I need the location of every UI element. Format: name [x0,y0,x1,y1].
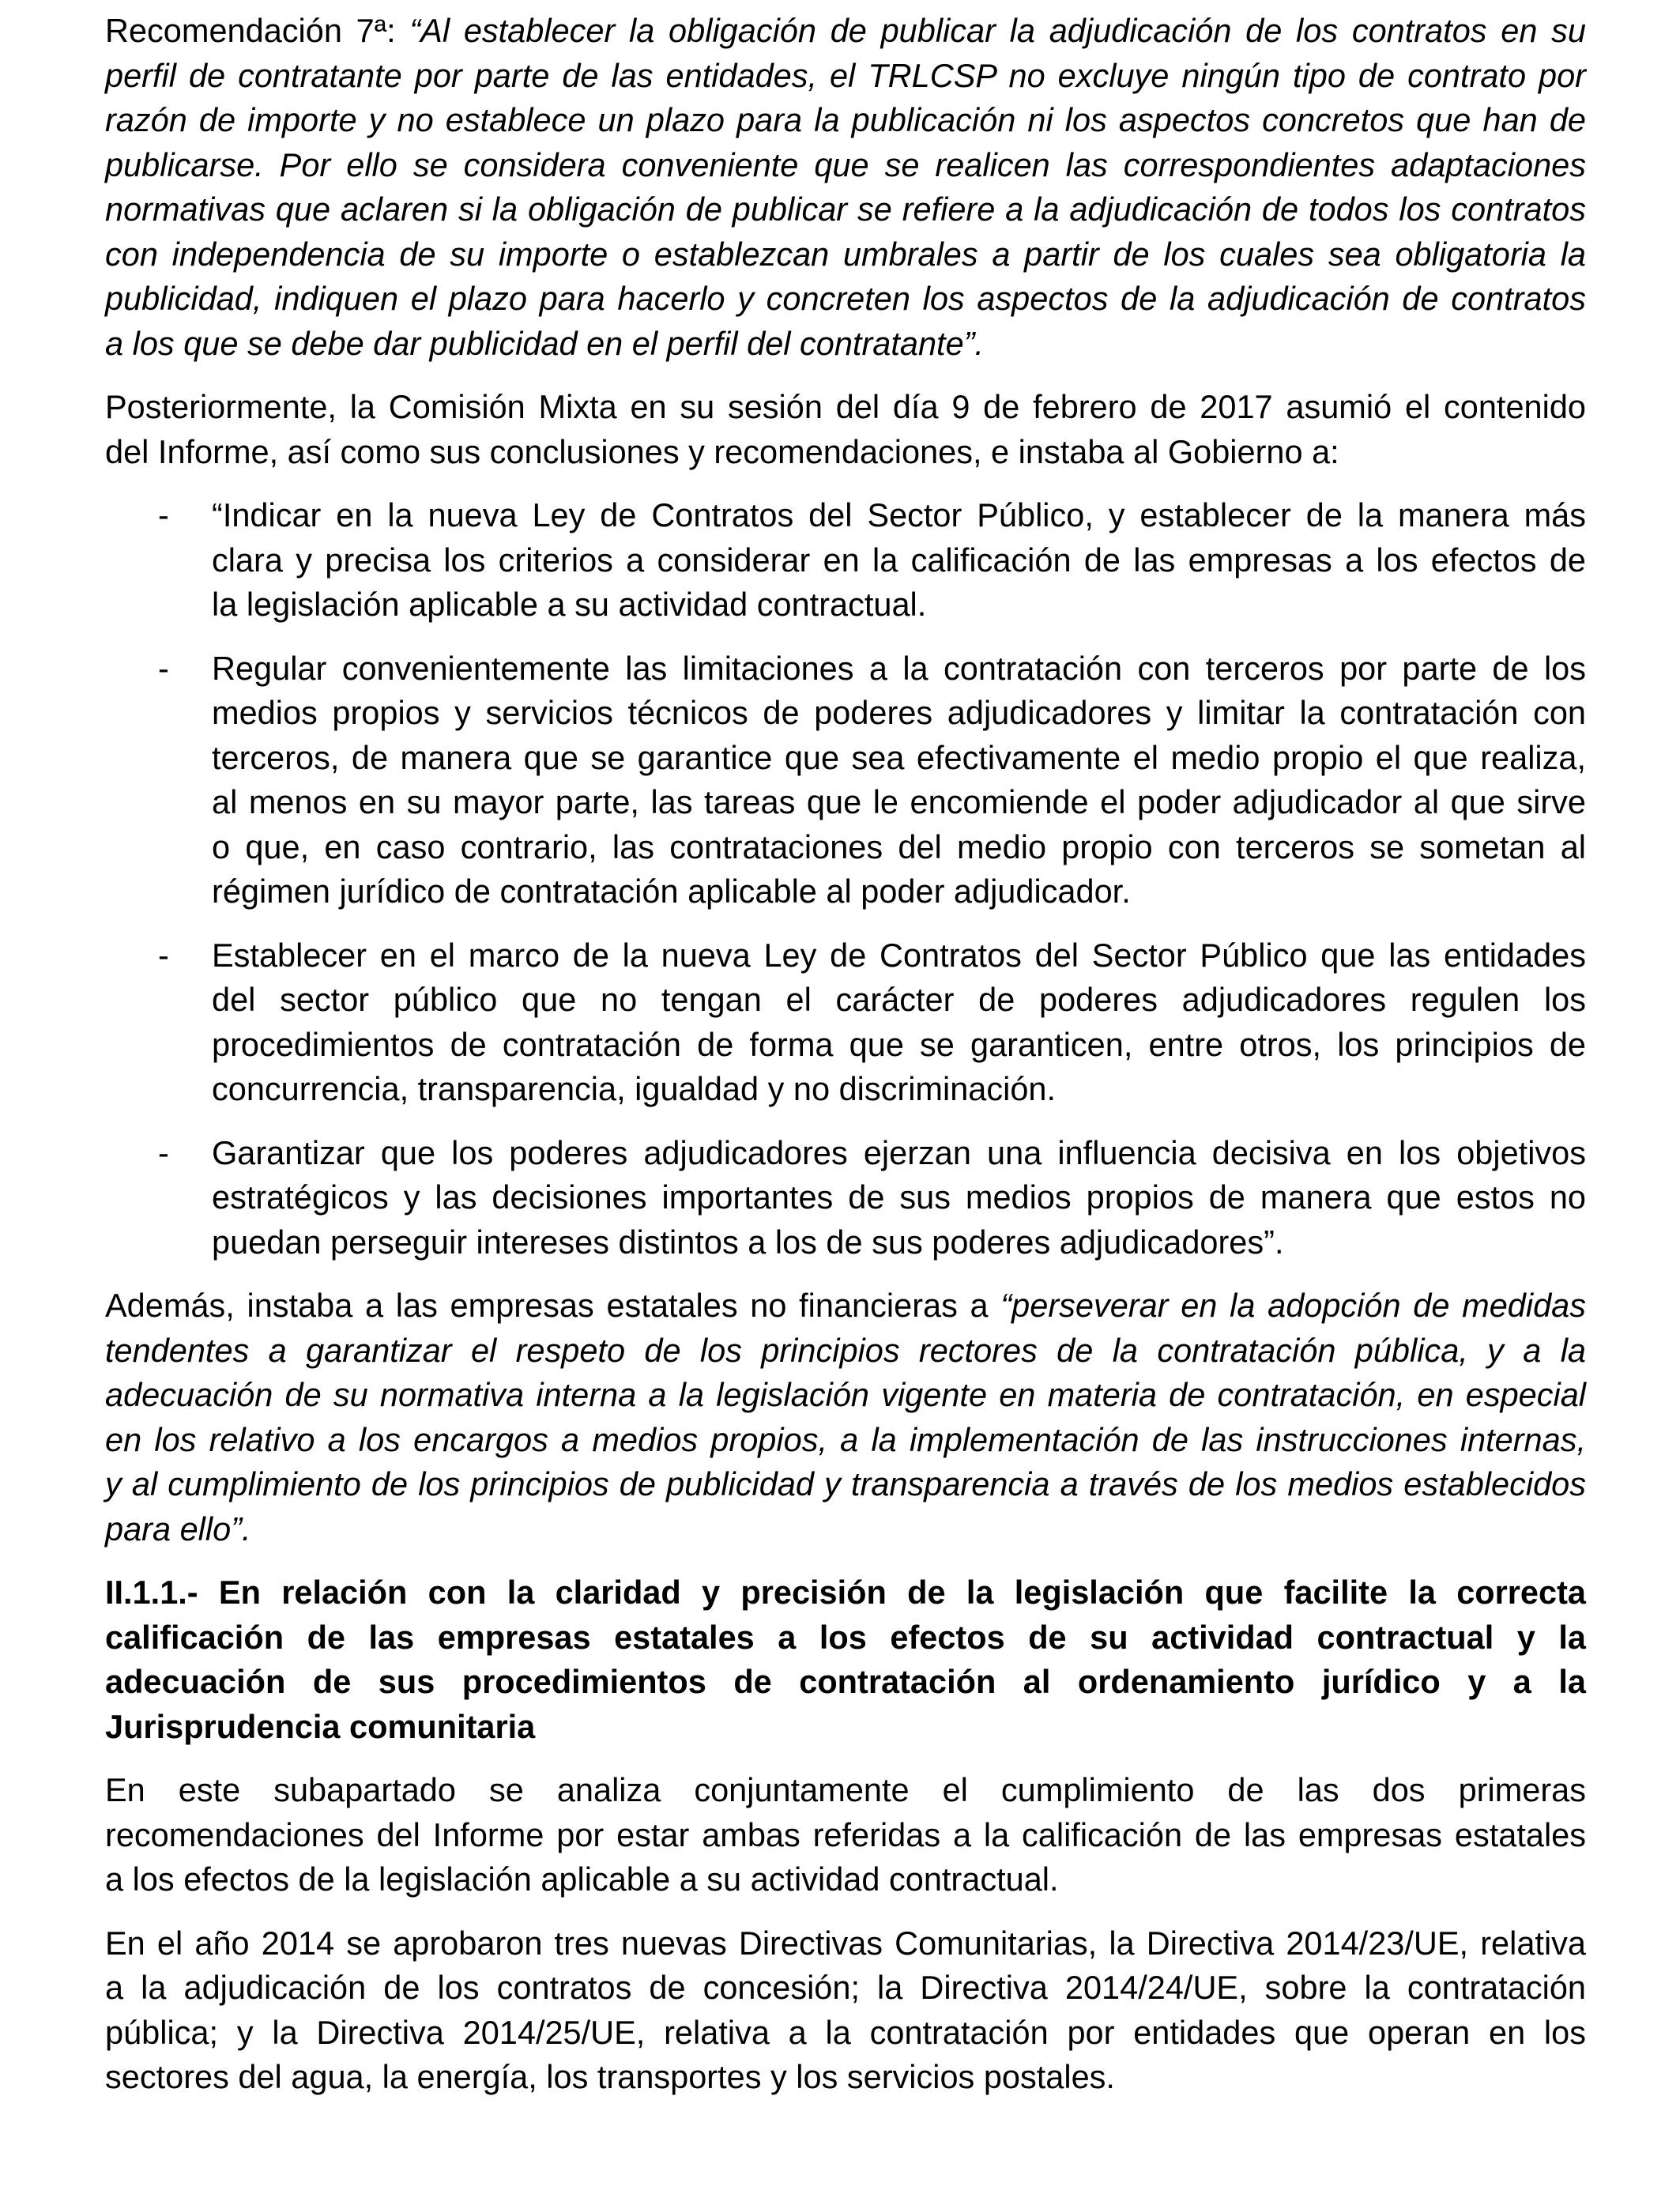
list-item [105,933,1586,1112]
document-page [105,9,1586,2119]
text-line: del sector público que no tengan el carácter de poderes adjudicadores regulen los [212,981,1586,1018]
text-line: concurrencia, transparencia, igualdad y no discriminación. [212,1070,1057,1107]
text-line: a los que se debe dar publicidad en el perfil del contratante”. [105,324,985,362]
text-line: clara y precisa los criterios a considerar en la calificación de las empresas a los efectos de [212,541,1586,579]
text-line: En el año 2014 se aprobaron tres nuevas Directivas Comunitarias, la Directiva 2014/23/UE, relativa [105,1924,1586,1962]
text-line: Establecer en el marco de la nueva Ley de Contratos del Sector Público que las entidades [212,936,1586,974]
text-line: procedimientos de contratación de forma que se garanticen, entre otros, los principios de [212,1025,1586,1063]
paragraph [105,9,1586,366]
list-item [105,493,1586,628]
text-line: sectores del agua, la energía, los transportes y los servicios postales. [105,2058,1115,2095]
list-bullet: - [158,1133,169,1171]
line-text: “perseverar en la adopción de medidas [1000,1287,1586,1324]
text-line: medios propios y servicios técnicos de poderes adjudicadores y limitar la contratación con [212,694,1586,731]
text-line: para ello”. [105,1510,251,1547]
text-line: publicidad, indiquen el plazo para hacerlo y concreten los aspectos de la adjudicación de contratos [105,280,1586,317]
list-item [105,1131,1586,1265]
text-line: régimen jurídico de contratación aplicable al poder adjudicador. [212,873,1131,910]
text-line: Jurisprudencia comunitaria [105,1707,536,1745]
paragraph-lead: Además, instaba a las empresas estatales no financieras a [105,1287,1001,1324]
paragraph [105,1284,1586,1551]
text-line: En este subapartado se analiza conjuntamente el cumplimiento de las dos primeras [105,1771,1586,1808]
text-line: a los efectos de la legislación aplicable a su actividad contractual. [105,1860,1059,1898]
list-item [105,647,1586,914]
list-bullet: - [158,496,169,533]
text-line [105,1284,1586,1329]
text-line: II.1.1.- En relación con la claridad y precisión de la legislación que facilite la correcta [105,1574,1586,1611]
recommendations-list [105,493,1586,1265]
text-line: al menos en su mayor parte, las tareas que le encomiende el poder adjudicador al que sirve [212,783,1586,820]
paragraph-lead: Recomendación 7ª: [105,12,410,49]
text-line: puedan perseguir intereses distintos a los de sus poderes adjudicadores”. [212,1223,1284,1261]
text-line: con independencia de su importe o establezcan umbrales a partir de los cuales sea obligatoria la [105,235,1586,273]
text-line: razón de importe y no establece un plazo para la publicación ni los aspectos concretos que han de [105,101,1586,138]
text-line: normativas que aclaren si la obligación de publicar se refiere a la adjudicación de todos los contratos [105,190,1586,228]
text-line: Regular convenientemente las limitaciones a la contratación con terceros por parte de los [212,649,1586,687]
text-line: del Informe, así como sus conclusiones y recomendaciones, e instaba al Gobierno a: [105,432,1339,470]
text-line: adecuación de sus procedimientos de contratación al ordenamiento jurídico y a la [105,1663,1586,1700]
text-line: estratégicos y las decisiones importantes de sus medios propios de manera que estos no [212,1178,1586,1216]
text-line: Garantizar que los poderes adjudicadores ejerzan una influencia decisiva en los objetivos [212,1133,1586,1171]
text-line: recomendaciones del Informe por estar ambas referidas a la calificación de las empresas estatales [105,1815,1586,1853]
text-line: adecuación de su normativa interna a la legislación vigente en materia de contratación, en especial [105,1376,1586,1413]
paragraph [105,1921,1586,2100]
text-line: o que, en caso contrario, las contrataciones del medio propio con terceros se sometan al [212,827,1586,865]
paragraph [105,1768,1586,1902]
list-bullet: - [158,649,169,687]
paragraph [105,385,1586,474]
text-line: tendentes a garantizar el respeto de los principios rectores de la contratación pública, y a la [105,1331,1586,1369]
text-line: terceros, de manera que se garantice que sea efectivamente el medio propio el que realiza, [212,738,1586,776]
section-heading [105,1570,1586,1749]
text-line: pública; y la Directiva 2014/25/UE, relativa a la contratación por entidades que operan en los [105,2013,1586,2051]
text-line: a la adjudicación de los contratos de concesión; la Directiva 2014/24/UE, sobre la contratación [105,1969,1586,2006]
text-line: publicarse. Por ello se considera conveniente que se realicen las correspondientes adaptaciones [105,145,1586,183]
text-line: la legislación aplicable a su actividad contractual. [212,586,927,623]
text-line: Posteriormente, la Comisión Mixta en su sesión del día 9 de febrero de 2017 asumió el contenido [105,388,1586,425]
text-line: y al cumplimiento de los principios de publicidad y transparencia a través de los medios establecidos [105,1465,1586,1502]
text-line: “Indicar en la nueva Ley de Contratos del Sector Público, y establecer de la manera más [212,496,1586,533]
text-line [105,9,1586,54]
text-line: calificación de las empresas estatales a los efectos de su actividad contractual y la [105,1618,1586,1656]
line-text: “Al establecer la obligación de publicar la adjudicación de los contratos en su [409,12,1586,49]
text-line: en los relativo a los encargos a medios propios, a la implementación de las instrucciones internas, [105,1420,1586,1458]
text-line: perfil de contratante por parte de las entidades, el TRLCSP no excluye ningún tipo de contrato por [105,56,1586,94]
list-bullet: - [158,936,169,974]
